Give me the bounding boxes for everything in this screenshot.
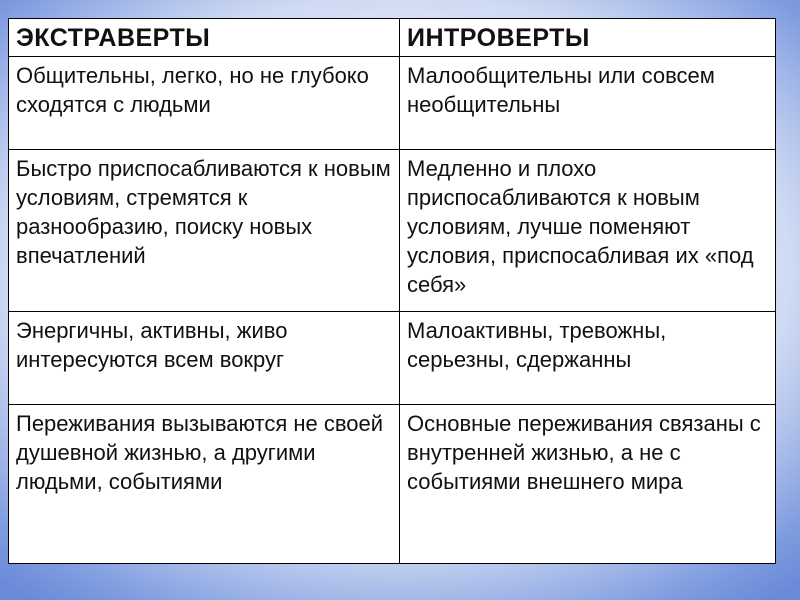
- cell-introverts-activity: Малоактивны, тревожны, серьезны, сдержанны: [400, 312, 776, 405]
- table-row: [9, 405, 776, 564]
- cell-introverts-adaptation: Медленно и плохо приспосабливаются к новым условиям, лучше поменяют условия, приспосабливая их «под себя»: [400, 150, 776, 312]
- comparison-table-container: [8, 18, 775, 563]
- cell-extraverts-adaptation: Быстро приспосабливаются к новым условиям, стремятся к разнообразию, поиску новых впечатлений: [9, 150, 400, 312]
- cell-extraverts-experiences: Переживания вызываются не своей душевной жизнью, а другими людьми, событиями: [9, 405, 400, 564]
- table-row: [9, 312, 776, 405]
- table-header-row: [9, 19, 776, 57]
- cell-introverts-sociability: Малообщительны или совсем необщительны: [400, 57, 776, 150]
- cell-extraverts-sociability: Общительны, легко, но не глубоко сходятся с людьми: [9, 57, 400, 150]
- cell-extraverts-activity: Энергичны, активны, живо интересуются всем вокруг: [9, 312, 400, 405]
- table-row: [9, 150, 776, 312]
- header-introverts: ИНТРОВЕРТЫ: [400, 19, 776, 57]
- header-extraverts: ЭКСТРАВЕРТЫ: [9, 19, 400, 57]
- comparison-table: [8, 18, 776, 564]
- table-row: [9, 57, 776, 150]
- cell-introverts-experiences: Основные переживания связаны с внутренней жизнью, а не с событиями внешнего мира: [400, 405, 776, 564]
